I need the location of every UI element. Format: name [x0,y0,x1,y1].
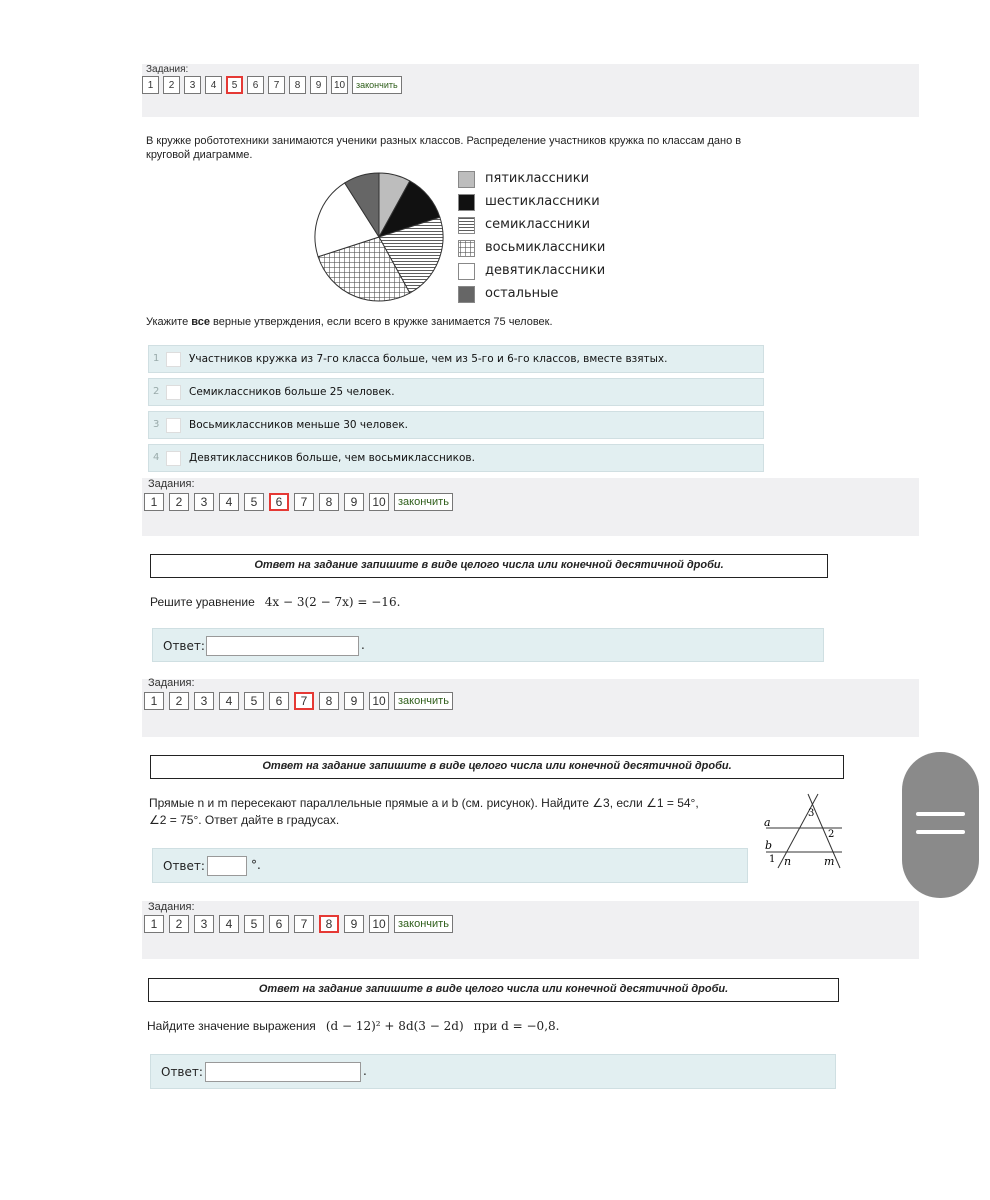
angle-3-label: 3 [808,808,815,819]
option-text: Восьмиклассников меньше 30 человек. [189,419,409,431]
task7-question [149,795,699,829]
nav-button-10[interactable]: 10 [331,76,348,94]
nav-label: Задания: [146,64,189,75]
answer-format-hint: Ответ на задание запишите в виде целого числа или конечной десятичной дроби. [150,554,828,578]
nav-button-2[interactable]: 2 [169,692,189,710]
nav-button-4[interactable]: 4 [219,915,239,933]
handle-bar [916,830,965,834]
nav-button-10[interactable]: 10 [369,915,389,933]
answer-label: Ответ: [163,639,205,653]
option-text: Семиклассников больше 25 человек. [189,386,395,398]
answer-tail: °. [251,858,261,872]
nav-button-7[interactable]: 7 [268,76,285,94]
task7-line1: Прямые n и m пересекают параллельные прямые a и b (см. рисунок). Найдите ∠3, если ∠1 = 54°, [149,796,699,810]
option-checkbox[interactable] [166,451,181,466]
label-b: b [765,839,773,852]
nav-button-6[interactable]: 6 [269,915,289,933]
question-pre: Укажите [146,316,192,328]
task7-answer-box [152,848,748,883]
angle-2-label: 2 [828,829,835,840]
legend-swatch [458,286,475,303]
legend-swatch [458,171,475,188]
finish-button[interactable]: закончить [394,493,453,511]
nav-button-2[interactable]: 2 [163,76,180,94]
option-1[interactable] [148,345,764,373]
option-checkbox[interactable] [166,418,181,433]
option-text: Девятиклассников больше, чем восьмиклассников. [189,452,475,464]
nav-button-8[interactable]: 8 [319,692,339,710]
nav-button-9[interactable]: 9 [344,915,364,933]
legend-label: остальные [485,286,559,301]
task8-condition: при d = −0,8. [473,1019,560,1033]
task6-equation: 4x − 3(2 − 7x) = −16. [264,595,401,609]
nav-button-3[interactable]: 3 [194,692,214,710]
finish-button[interactable]: закончить [394,692,453,710]
nav-button-6[interactable]: 6 [269,493,289,511]
task-nav-6 [142,478,919,536]
option-3[interactable] [148,411,764,439]
option-text: Участников кружка из 7-го класса больше, чем из 5-го и 6-го классов, вместе взятых. [189,353,668,365]
task7-line2: ∠2 = 75°. Ответ дайте в градусах. [149,813,340,827]
question-bold: все [191,316,210,328]
nav-button-9[interactable]: 9 [344,493,364,511]
nav-button-3[interactable]: 3 [194,493,214,511]
task6-answer-input[interactable] [206,636,359,656]
nav-button-7[interactable]: 7 [294,692,314,710]
nav-button-6[interactable]: 6 [269,692,289,710]
task6-question [150,595,400,609]
angle-1-label: 1 [769,854,776,865]
answer-format-hint: Ответ на задание запишите в виде целого числа или конечной десятичной дроби. [148,978,839,1002]
option-number: 1 [153,353,160,364]
legend-swatch [458,240,475,257]
task-nav-5 [142,64,919,117]
task8-answer-box [150,1054,836,1089]
answer-label: Ответ: [161,1065,203,1079]
nav-buttons [144,915,453,933]
nav-button-1[interactable]: 1 [144,493,164,511]
answer-tail: . [363,1064,367,1078]
legend-label: девятиклассники [485,263,606,278]
nav-buttons [144,493,453,511]
nav-button-1[interactable]: 1 [144,692,164,710]
nav-button-8[interactable]: 8 [319,915,339,933]
pie-chart [312,170,446,304]
nav-button-10[interactable]: 10 [369,692,389,710]
nav-button-3[interactable]: 3 [194,915,214,933]
nav-button-4[interactable]: 4 [219,493,239,511]
legend-swatch [458,217,475,234]
nav-buttons [144,692,453,710]
nav-button-8[interactable]: 8 [319,493,339,511]
nav-button-5[interactable]: 5 [244,915,264,933]
nav-buttons [142,76,402,94]
nav-label: Задания: [148,901,195,913]
question-post: верные утверждения, если всего в кружке занимается 75 человек. [210,316,553,328]
option-number: 3 [153,419,160,430]
task6-answer-box [152,628,824,662]
option-2[interactable] [148,378,764,406]
option-4[interactable] [148,444,764,472]
legend-label: восьмиклассники [485,240,606,255]
nav-button-1[interactable]: 1 [144,915,164,933]
answer-format-hint: Ответ на задание запишите в виде целого числа или конечной десятичной дроби. [150,755,844,779]
nav-button-4[interactable]: 4 [219,692,239,710]
task8-expression: (d − 12)² + 8d(3 − 2d) [325,1019,464,1033]
legend-label: пятиклассники [485,171,590,186]
nav-button-8[interactable]: 8 [289,76,306,94]
legend-label: семиклассники [485,217,591,232]
legend-label: шестиклассники [485,194,600,209]
answer-label: Ответ: [163,859,205,873]
task8-prompt: Найдите значение выражения [147,1019,316,1033]
option-number: 4 [153,452,160,463]
task-nav-8 [142,901,919,959]
legend-swatch [458,263,475,280]
legend-swatch [458,194,475,211]
task5-intro: В кружке робототехники занимаются ученики разных классов. Распределение участников кружка по классам дано в круговой диаграмме. [146,135,742,161]
nav-button-5[interactable]: 5 [226,76,243,94]
nav-label: Задания: [148,478,195,490]
nav-button-1[interactable]: 1 [142,76,159,94]
answer-tail: . [361,638,365,652]
nav-label: Задания: [148,677,195,689]
task7-answer-input[interactable] [207,856,247,876]
task8-answer-input[interactable] [205,1062,361,1082]
task6-prompt: Решите уравнение [150,595,255,609]
nav-button-2[interactable]: 2 [169,493,189,511]
label-a: a [764,816,771,829]
nav-button-9[interactable]: 9 [310,76,327,94]
task8-question [147,1019,559,1033]
nav-button-7[interactable]: 7 [294,493,314,511]
nav-button-7[interactable]: 7 [294,915,314,933]
lines-figure [760,792,844,870]
nav-button-2[interactable]: 2 [169,915,189,933]
label-n: n [784,855,792,868]
option-number: 2 [153,386,160,397]
finish-button[interactable]: закончить [352,76,402,94]
nav-button-5[interactable]: 5 [244,692,264,710]
task5-question [146,315,553,329]
option-checkbox[interactable] [166,385,181,400]
nav-button-5[interactable]: 5 [244,493,264,511]
option-checkbox[interactable] [166,352,181,367]
label-m: m [824,855,835,868]
nav-button-9[interactable]: 9 [344,692,364,710]
scroll-handle[interactable] [902,752,979,898]
nav-button-4[interactable]: 4 [205,76,222,94]
nav-button-3[interactable]: 3 [184,76,201,94]
nav-button-10[interactable]: 10 [369,493,389,511]
handle-bar [916,812,965,816]
task-nav-7 [142,679,919,737]
finish-button[interactable]: закончить [394,915,453,933]
nav-button-6[interactable]: 6 [247,76,264,94]
